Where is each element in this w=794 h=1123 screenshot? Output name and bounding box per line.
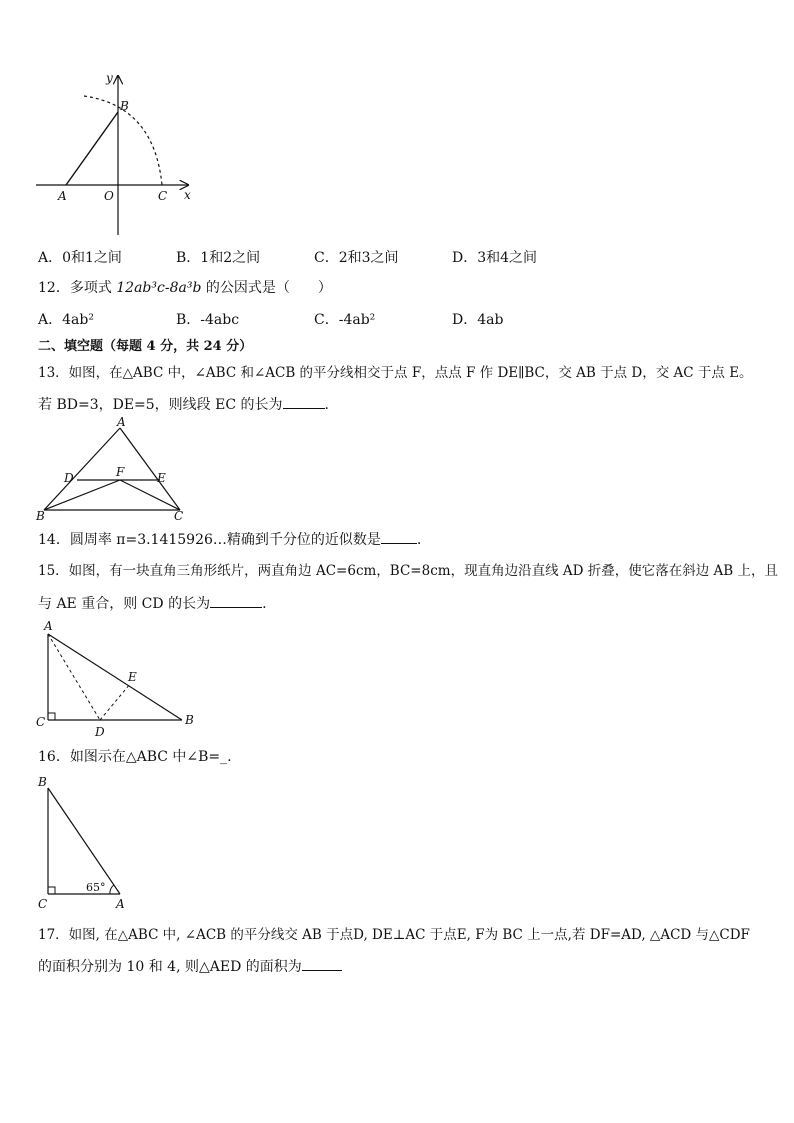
label-c: C — [174, 509, 184, 523]
label-o: O — [104, 189, 114, 203]
q12-stem — [38, 278, 332, 298]
q17-line1: 17．如图, 在△ABC 中, ∠ACB 的平分线交 AB 于点D, DE⊥AC 于点E, F为 BC 上一点,若 DF=AD, △ACD 与△CDF — [38, 927, 750, 943]
label-d: D — [64, 471, 74, 485]
q17-line2 — [38, 956, 342, 977]
q16-figure — [34, 772, 144, 912]
q15-figure — [34, 618, 204, 738]
section-heading: 二、填空题（每题 4 分，共 24 分） — [38, 339, 253, 354]
q13-line1: 13．如图，在△ABC 中，∠ABC 和∠ACB 的平分线相交于点 F，点点 F 作 DE∥BC，交 AB 于点 D，交 AC 于点 E。 — [38, 365, 753, 381]
q14-end: . — [416, 532, 422, 548]
segment-ab — [66, 112, 118, 185]
right-angle-mark — [48, 713, 55, 720]
q12-option-b: B．-4abc — [176, 312, 240, 328]
label-a: A — [117, 415, 126, 429]
q15-line1: 15．如图，有一块直角三角形纸片，两直角边 AC=6cm，BC=8cm，现直角边沿直线 AD 折叠，使它落在斜边 AB 上，且 — [38, 563, 778, 579]
q15-answer-blank[interactable] — [210, 593, 262, 608]
angle-arc — [110, 885, 114, 894]
label-b: B — [120, 99, 129, 113]
q13-line2 — [38, 394, 329, 415]
q14-answer-blank[interactable] — [381, 529, 417, 544]
q12-stem-expr: 12ab³c-8a³b — [116, 280, 202, 296]
q12-option-a: A．4ab² — [38, 312, 94, 328]
label-f: F — [116, 465, 125, 479]
label-c: C — [36, 715, 46, 729]
q12-option-d: D．4ab — [452, 312, 504, 328]
label-d: D — [95, 725, 105, 739]
q11-option-c: C．2和3之间 — [314, 250, 399, 266]
label-e: E — [157, 471, 166, 485]
label-x: x — [184, 188, 191, 202]
segment-cf — [120, 480, 180, 510]
q15-line2-text: 与 AE 重合，则 CD 的长为 — [38, 596, 211, 612]
q17-answer-blank[interactable] — [302, 956, 342, 971]
side-ab — [48, 634, 182, 720]
q13-answer-blank[interactable] — [283, 394, 325, 409]
q11-figure — [34, 68, 194, 238]
side-ab — [44, 428, 120, 510]
q14-stem: 14．圆周率 π=3.1415926…精确到千分位的近似数是 — [38, 532, 381, 548]
side-ac — [120, 428, 180, 510]
q15-line2 — [38, 593, 267, 614]
q11-option-a: A．0和1之间 — [38, 250, 122, 266]
label-c: C — [38, 897, 48, 911]
q13-line2-text: 若 BD=3，DE=5，则线段 EC 的长为 — [38, 397, 283, 413]
right-angle-mark — [48, 887, 55, 894]
q11-option-b: B．1和2之间 — [176, 250, 261, 266]
side-ab — [48, 788, 120, 894]
q11-option-d: D．3和4之间 — [452, 250, 538, 266]
label-a: A — [44, 619, 53, 633]
q17-line2-text: 的面积分别为 10 和 4, 则△AED 的面积为 — [38, 959, 302, 975]
q13-end: . — [324, 397, 329, 413]
label-b: B — [36, 509, 45, 523]
q14-text — [38, 529, 421, 550]
label-a: A — [116, 897, 125, 911]
label-y: y — [106, 71, 113, 85]
q16-text: 16．如图示在△ABC 中∠B=_. — [38, 749, 232, 765]
segment-bf — [44, 480, 120, 510]
q13-figure — [34, 415, 194, 528]
label-b: B — [38, 775, 47, 789]
q15-end: . — [262, 596, 267, 612]
fold-line-ad — [48, 634, 100, 720]
segment-de — [100, 684, 130, 720]
angle-label: 65° — [86, 881, 106, 894]
label-c: C — [158, 189, 168, 203]
label-a: A — [58, 189, 67, 203]
q12-stem-suffix: 的公因式是（ ） — [201, 280, 332, 296]
q12-stem-prefix: 12．多项式 — [38, 280, 117, 296]
label-e: E — [128, 670, 137, 684]
label-b: B — [185, 713, 194, 727]
q12-option-c: C．-4ab² — [314, 312, 376, 328]
